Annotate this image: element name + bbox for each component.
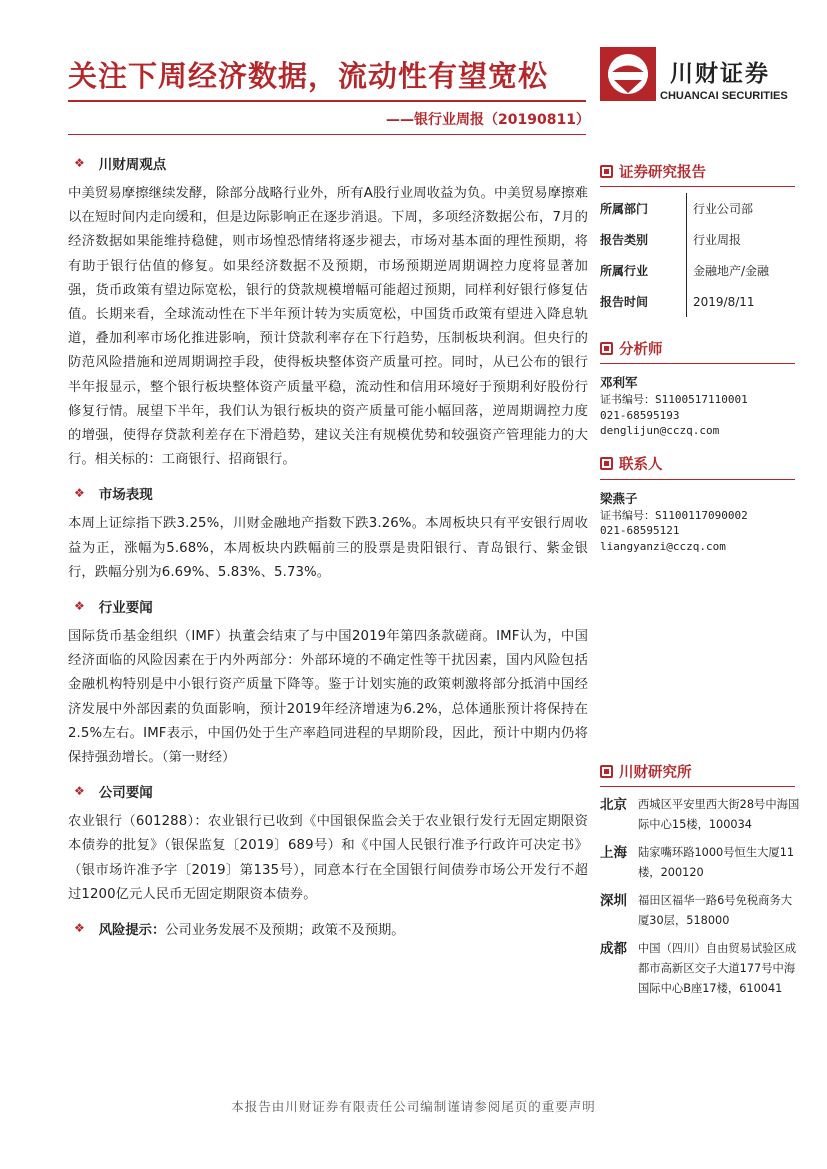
- section-heading-label: 公司要闻: [98, 785, 153, 802]
- info-key: 报告类别: [600, 233, 649, 247]
- square-bullet-icon: [600, 457, 613, 470]
- chuancai-logo-icon: [600, 47, 656, 101]
- contact-cert: 证书编号：S1100117090002: [600, 508, 748, 522]
- section-heading-label: 川财周观点: [98, 157, 167, 173]
- section-weekly-view: [68, 150, 588, 472]
- info-row: [600, 193, 769, 224]
- section-heading-label: 行业要闻: [98, 600, 153, 617]
- section-heading-label: 市场表现: [98, 487, 153, 504]
- analyst-heading: [600, 337, 800, 359]
- square-bullet-icon: [600, 165, 613, 178]
- section-heading: [68, 593, 588, 619]
- risk-label: 风险提示：: [98, 922, 166, 938]
- info-row: [600, 224, 769, 255]
- institute-heading-label: 川财研究所: [619, 764, 692, 781]
- office-address: 福田区福华一路6号免税商务大厦30层，518000: [638, 894, 793, 927]
- section-industry-news: [68, 593, 588, 770]
- office-city: 北京: [600, 797, 627, 813]
- diamond-bullet-icon: ❖: [74, 921, 85, 936]
- analyst-cert: 证书编号：S1100517110001: [600, 393, 748, 406]
- section-body: 国际货币基金组织（IMF）执董会结束了与中国2019年第四条款磋商。IMF认为，中国经济面临的风险因素在于内外两部分：外部环境的不确定性等干扰因素，国内风险包括金融机构特别是中小银行资产质量下降等。鉴于计划实施的政策刺激将部分抵消中国经济发展中外部因素的负面影响，预计2019年经济增速为6.2%，总体通胀预计将保持在2.5%左右。IMF表示，中国仍处于生产率趋同进程的早期阶段，因此，预计中期内仍将保持强劲增长。（第一财经）: [68, 629, 588, 766]
- main-content: [68, 150, 588, 941]
- sidebar-divider: [600, 479, 795, 480]
- section-heading: [68, 778, 588, 804]
- title-divider: [68, 100, 586, 102]
- office-address: 中国（四川）自由贸易试验区成都市高新区交子大道177号中海国际中心B座17楼，610041: [638, 942, 797, 995]
- report-info-table: [600, 193, 769, 317]
- contact-heading: [600, 453, 800, 475]
- page-title: 关注下周经济数据，流动性有望宽松: [68, 59, 549, 93]
- contact-phone: 021-68595121: [600, 524, 680, 537]
- office-address: 陆家嘴环路1000号恒生大厦11楼，200120: [638, 846, 795, 879]
- contact-name: 梁燕子: [600, 490, 638, 506]
- office-city: 上海: [600, 845, 627, 861]
- subtitle-divider: [68, 134, 586, 135]
- section-body: 农业银行（601288）：农业银行已收到《中国银保监会关于农业银行发行无固定期限资本债券的批复》（银保监复〔2019〕689号）和《中国人民银行准予行政许可决定书》（银市场许准予字〔2019〕第135号），同意本行在全国银行间债券市场公开发行不超过1200亿元人民币无固定期限资本债券。: [68, 814, 588, 902]
- diamond-bullet-icon: ❖: [74, 784, 85, 799]
- analyst-card: [600, 374, 800, 439]
- office-city: 深圳: [600, 893, 627, 909]
- page-subtitle: ——银行业周报（20190811）: [386, 112, 590, 128]
- sidebar: [600, 160, 800, 999]
- square-bullet-icon: [600, 342, 613, 355]
- section-company-news: [68, 778, 588, 907]
- info-value: 金融地产/金融: [687, 255, 770, 286]
- section-heading: [68, 150, 588, 176]
- risk-text: 公司业务发展不及预期；政策不及预期。: [165, 922, 405, 938]
- report-heading-label: 证券研究报告: [619, 164, 706, 181]
- square-bullet-icon: [600, 765, 613, 778]
- section-body: 本周上证综指下跌3.25%，川财金融地产指数下跌3.26%。本周板块只有平安银行周收益为正，涨幅为5.68%，本周板块内跌幅前三的股票是贵阳银行、青岛银行、紫金银行，跌幅分别为6.69%、5.83%、5.73%。: [68, 516, 588, 580]
- info-key: 所属行业: [600, 264, 649, 278]
- report-heading: [600, 160, 800, 182]
- contact-card: [600, 490, 800, 555]
- section-market-performance: [68, 480, 588, 585]
- office-address: 西城区平安里西大街28号中海国际中心15楼，100034: [638, 798, 800, 831]
- analyst-email[interactable]: denglijun@cczq.com: [600, 424, 720, 437]
- sidebar-divider: [600, 363, 795, 364]
- page-footer: 本报告由川财证券有限责任公司编制谨请参阅尾页的重要声明: [231, 1099, 596, 1114]
- diamond-bullet-icon: ❖: [74, 486, 85, 501]
- section-body: 中美贸易摩擦继续发酵，除部分战略行业外，所有A股行业周收益为负。中美贸易摩擦难以在短时间内走向缓和，但是边际影响正在逐步消退。下周，多项经济数据公布，7月的经济数据如果能维持稳健，则市场惶恐情绪将逐步褪去，市场对基本面的理性预期，将有助于银行估值的修复。如果经济数据不及预期，市场预期逆周期调控力度将显著加强，货币政策有望边际宽松，银行的贷款规模增幅可能超过预期，同样利好银行修复估值。长期来看，全球流动性在下半年预计转为实质宽松，中国货币政策有望进入降息轨道，叠加利率市场化推进影响，预计贷款利率存在下行趋势，压制板块利润。但央行的防范风险措施和逆周期调控手段，使得板块整体资产质量可控。同时，从已公布的银行半年报显示，整个银行板块整体资产质量平稳，流动性和信用环境好于预期利好股份行修复行情。展望下半年，我们认为银行板块的资产质量可能小幅回落，逆周期调控力度的增强，使得存贷款利差存在下滑趋势，建议关注有规模优势和较强资产管理能力的大行。相关标的：工商银行、招商银行。: [68, 186, 588, 468]
- office-shenzhen: [600, 891, 800, 931]
- diamond-bullet-icon: ❖: [74, 599, 85, 614]
- institute-heading: [600, 760, 800, 782]
- info-key: 报告时间: [600, 295, 649, 309]
- contact-email[interactable]: liangyanzi@cczq.com: [600, 539, 726, 553]
- diamond-bullet-icon: ❖: [74, 156, 85, 170]
- office-beijing: [600, 795, 800, 835]
- info-row: [600, 255, 769, 286]
- info-value: 行业周报: [687, 224, 770, 255]
- sidebar-divider: [600, 786, 795, 787]
- sidebar-divider: [600, 186, 795, 187]
- contact-heading-label: 联系人: [619, 457, 663, 473]
- risk-warning: [68, 915, 588, 941]
- logo-english-name: CHUANCAI SECURITIES: [660, 90, 788, 102]
- section-heading: [68, 480, 588, 506]
- analyst-name: 邓利军: [600, 375, 638, 390]
- office-shanghai: [600, 843, 800, 883]
- office-city: 成都: [600, 941, 627, 957]
- analyst-heading-label: 分析师: [619, 341, 663, 358]
- info-value: 2019/8/11: [687, 286, 770, 317]
- info-value: 行业公司部: [687, 193, 770, 224]
- info-key: 所属部门: [600, 202, 649, 216]
- office-chengdu: [600, 939, 800, 999]
- info-row: [600, 286, 769, 317]
- logo-chinese-name: 川财证券: [670, 61, 770, 87]
- analyst-phone: 021-68595193: [600, 408, 680, 422]
